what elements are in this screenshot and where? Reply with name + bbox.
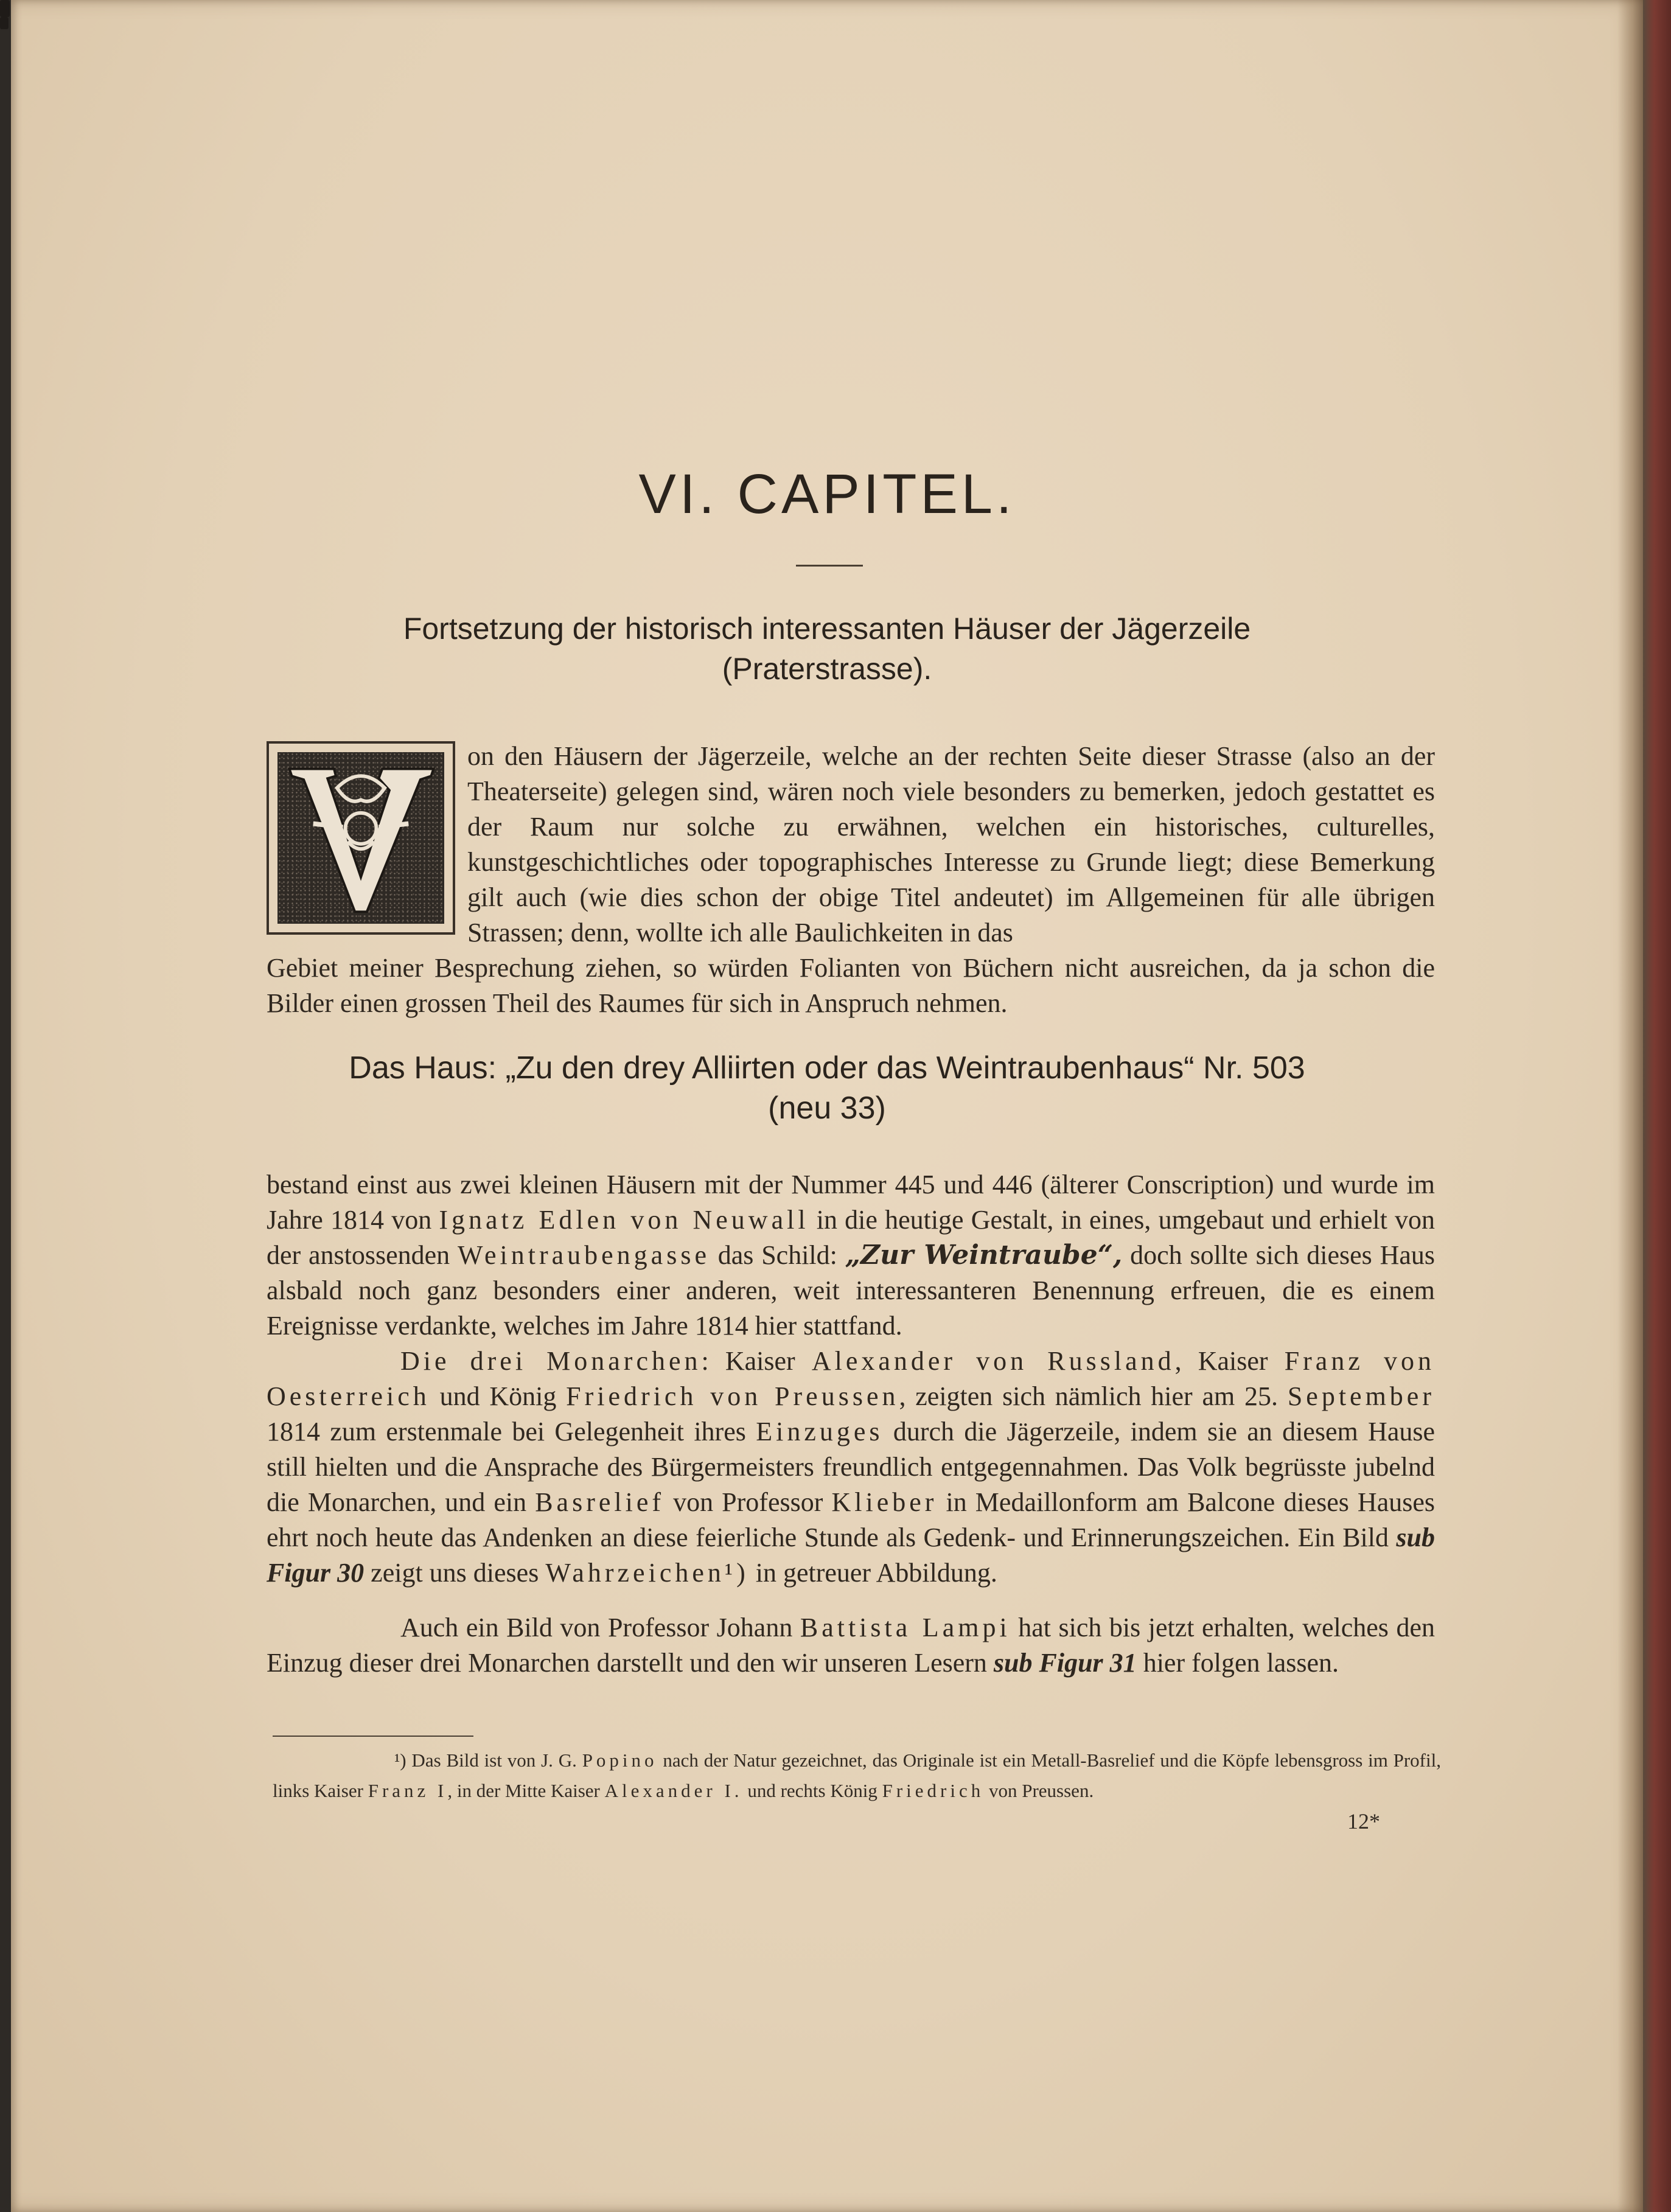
intro-paragraph-end: Gebiet meiner Besprechung ziehen, so würden Folianten von Büchern nicht ausreichen, da ja schon die Bilder einen grossen Theil des Raumes für sich in Anspruch nehmen.	[267, 953, 1435, 1018]
body-paragraph-3: Auch ein Bild von Professor Johann Battista Lampi hat sich bis jetzt erhalten, welches den Einzug dieser drei Monarchen darstellt und den wir unseren Lesern sub Figur 31 hier folgen lassen.	[267, 1613, 1435, 1678]
chapter-subtitle-line-2: (Praterstrasse).	[722, 652, 932, 686]
section-heading	[11, 1048, 1643, 1128]
intro-paragraph-start: on den Häusern der Jägerzeile, welche an der rechten Seite dieser Strasse (also an der Theaterseite) gelegen sind, wären noch viele besonders zu bemerken, jedoch gestattet es der Raum nur solche zu erwähnen, welchen ein historisches, culturelles, kunstgeschichtliches oder topographisches Interesse zu Grunde liegt; diese Bemerkung gilt auch (wie dies schon der obige Titel andeutet) im Allgemeinen für alle übrigen Strassen; denn, wollte ich alle Baulichkeiten in das	[467, 741, 1435, 947]
body-paragraph-1: bestand einst aus zwei kleinen Häusern mit der Nummer 445 und 446 (älterer Conscription) und wurde im Jahre 1814 von Ignatz Edlen von Neuwall in die heutige Gestalt, in eines, umgebaut und erhielt von der anstossenden Weintraubengasse das Schild: „Zur Weintraube“, doch sollte sich dieses Haus alsbald noch ganz besonders einer anderen, weit interessanteren Benennung erfreuen, die es einem Ereignisse verdankte, welches im Jahre 1814 hier stattfand.	[267, 1170, 1436, 1341]
chapter-title: VI. CAPITEL.	[638, 463, 1016, 525]
figure-reference: sub Figur 31	[993, 1648, 1137, 1678]
body-paragraph-2: Die drei Monarchen: Kaiser Alexander von Russland, Kaiser Franz von Oesterreich und König Friedrich von Preussen, zeigten sich nämlich hier am 25. September 1814 zum erstenmale bei Gelegenheit ihres Einzuges durch die Jägerzeile, indem sie an diesem Hause still hielten und die Ansprache des Bürgermeisters freundlich entgegennahmen. Das Volk begrüsste jubelnd die Monarchen, und ein Basrelief von Professor Klieber in Medaillonform am Balcone dieses Hauses ehrt noch heute das Andenken an diese feierliche Stunde als Gedenk- und Erinnerungszeichen. Ein Bild sub Figur 30 zeigt uns dieses Wahrzeichen¹) in getreuer Abbildung.	[267, 1346, 1436, 1588]
section-heading-line-1: Das Haus: „Zu den drey Alliirten oder das Weintraubenhaus“ Nr. 503	[349, 1050, 1305, 1086]
section-heading-line-2: (neu 33)	[768, 1090, 886, 1126]
chapter-subtitle-line-1: Fortsetzung der historisch interessanten Häuser der Jägerzeile	[403, 612, 1251, 646]
page-number: 12*	[1347, 1809, 1380, 1833]
footnote: ¹) Das Bild ist von J. G. Popino nach der Natur gezeichnet, das Originale ist ein Metall-Basrelief und die Köpfe lebensgross im Profil, links Kaiser Franz I, in der Mitte Kaiser Alexander I. und rechts König Friedrich von Preussen.	[273, 1750, 1441, 1801]
drop-cap-initial	[267, 741, 455, 935]
drop-cap-letter-icon	[277, 752, 444, 924]
book-edge	[1643, 0, 1671, 2212]
title-divider	[796, 565, 863, 567]
book-page	[11, 0, 1643, 2212]
drop-cap-ornament	[277, 752, 444, 924]
margin-mark	[0, 0, 10, 17]
figure-reference: sub Figur 30	[267, 1523, 1435, 1588]
footnote-divider	[273, 1736, 473, 1737]
chapter-subtitle	[11, 609, 1643, 689]
margin-mark	[0, 17, 9, 29]
shop-sign: „Zur Weintraube“,	[845, 1240, 1123, 1271]
person-name: Ignatz Edlen von Neuwall	[439, 1205, 809, 1235]
street-name: Weintraubengasse	[457, 1240, 710, 1270]
